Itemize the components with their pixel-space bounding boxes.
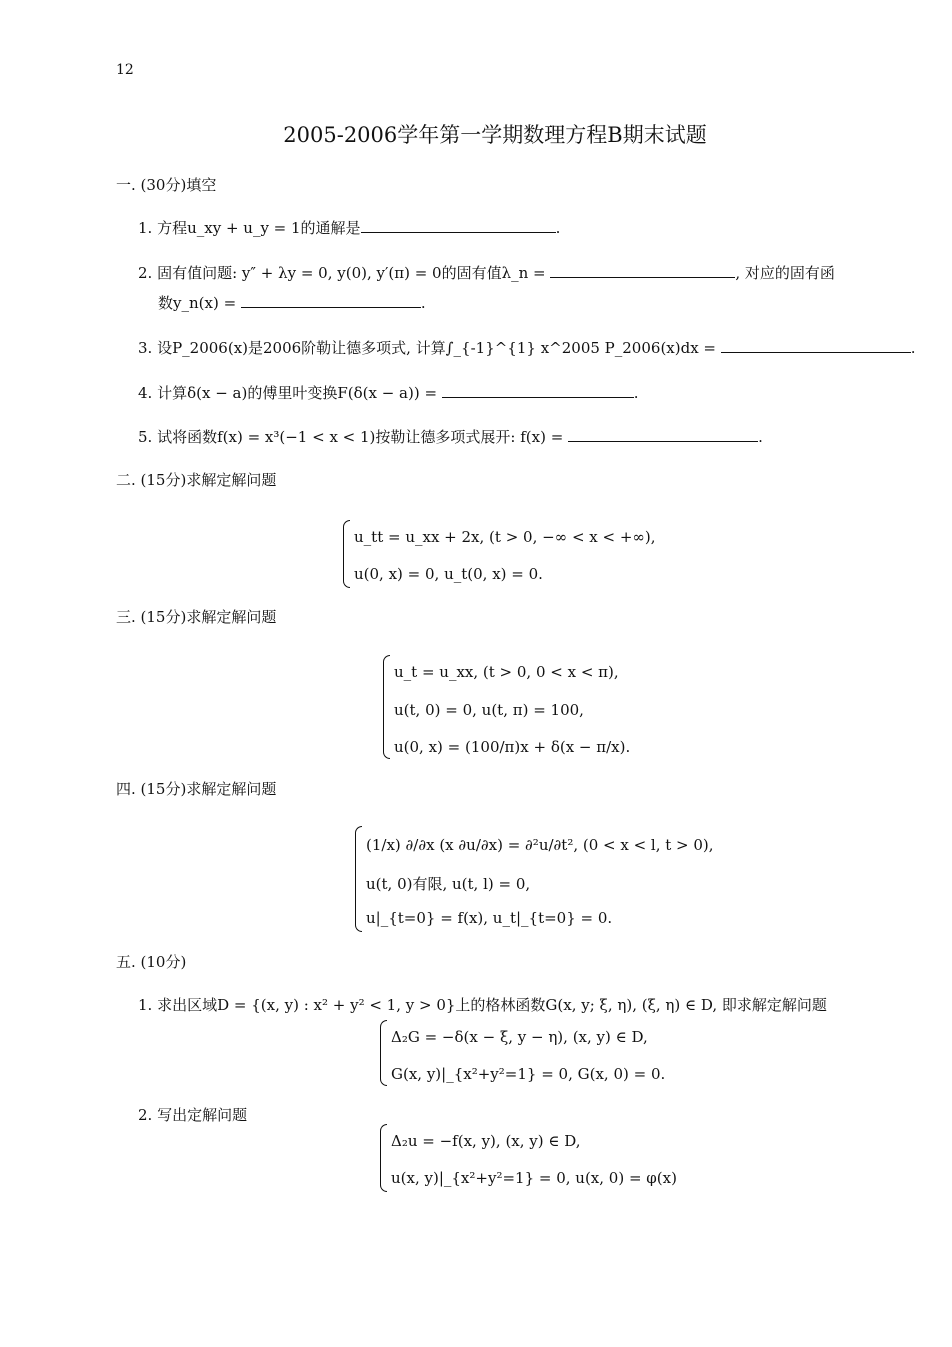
section-4-heading: 四. (15分)求解定解问题 — [116, 780, 277, 798]
brace — [380, 1124, 387, 1192]
equation: u(0, x) = (100/π)x + δ(x − π/x). — [394, 738, 631, 756]
equation: u(0, x) = 0, u_t(0, x) = 0. — [354, 565, 543, 583]
equation: u(t, 0)有限, u(t, l) = 0, — [366, 875, 531, 893]
question-1-2 — [138, 262, 835, 283]
question-1-3-text: 3. 设P_2006(x)是2006阶勒让德多项式, 计算∫_{-1}^{1} x^2005 P_2006(x)dx = — [138, 339, 716, 357]
question-1-5: 5. 试将函数f(x) = x³(−1 < x < 1)按勒让德多项式展开: f(x) = . — [138, 428, 763, 446]
question-5-1: 1. 求出区域D = {(x, y) : x² + y² < 1, y > 0}上的格林函数G(x, y; ξ, η), (ξ, η) ∈ D, 即求解定解问题 — [138, 996, 827, 1014]
answer-blank — [550, 263, 735, 278]
equation: (1/x) ∂/∂x (x ∂u/∂x) = ∂²u/∂t², (0 < x < l, t > 0), — [366, 836, 714, 854]
question-5-2: 2. 写出定解问题 — [138, 1106, 248, 1124]
section-1-heading: 一. (30分)填空 — [116, 176, 217, 194]
question-1-4: 4. 计算δ(x − a)的傅里叶变换F(δ(x − a)) = . — [138, 384, 639, 402]
brace — [383, 655, 390, 759]
equation: u|_{t=0} = f(x), u_t|_{t=0} = 0. — [366, 909, 613, 927]
section-5-heading: 五. (10分) — [116, 953, 187, 971]
question-1-3: 3. 设P_2006(x)是2006阶勒让德多项式, 计算∫_{-1}^{1} x^2005 P_2006(x)dx = . — [138, 339, 916, 357]
equation: Δ₂G = −δ(x − ξ, y − η), (x, y) ∈ D, — [391, 1028, 648, 1046]
exam-title: 2005-2006学年第一学期数理方程B期末试题 — [283, 123, 707, 147]
question-1-2-text-c: 数y_n(x) = — [158, 294, 237, 312]
question-1-2-text-b: , 对应的固有函 — [735, 264, 835, 282]
brace — [343, 520, 350, 588]
equation: u(x, y)|_{x²+y²=1} = 0, u(x, 0) = φ(x) — [391, 1169, 677, 1187]
question-1-5-text: 5. 试将函数f(x) = x³(−1 < x < 1)按勒让德多项式展开: f(x) = — [138, 428, 564, 446]
answer-blank — [241, 293, 421, 308]
brace — [380, 1020, 387, 1086]
question-1-2-text: 2. 固有值问题: y″ + λy = 0, y(0), y′(π) = 0的固有值λ_n = — [138, 264, 546, 282]
equation: u(t, 0) = 0, u(t, π) = 100, — [394, 701, 584, 719]
question-1-4-text: 4. 计算δ(x − a)的傅里叶变换F(δ(x − a)) = — [138, 384, 438, 402]
question-1-2-cont: 数y_n(x) = . — [158, 294, 426, 312]
answer-blank — [568, 427, 758, 442]
question-1-1-text: 1. 方程u_xy + u_y = 1的通解是 — [138, 219, 361, 237]
equation: Δ₂u = −f(x, y), (x, y) ∈ D, — [391, 1132, 581, 1150]
answer-blank — [361, 218, 556, 233]
section-3-heading: 三. (15分)求解定解问题 — [116, 608, 277, 626]
answer-blank — [442, 383, 634, 398]
question-1-1: 1. 方程u_xy + u_y = 1的通解是 . — [138, 219, 561, 237]
brace — [355, 826, 362, 932]
section-2-heading: 二. (15分)求解定解问题 — [116, 471, 277, 489]
equation: u_tt = u_xx + 2x, (t > 0, −∞ < x < +∞), — [354, 528, 656, 546]
page-number: 12 — [116, 62, 134, 78]
equation: u_t = u_xx, (t > 0, 0 < x < π), — [394, 663, 619, 681]
answer-blank — [721, 338, 911, 353]
equation: G(x, y)|_{x²+y²=1} = 0, G(x, 0) = 0. — [391, 1065, 666, 1083]
